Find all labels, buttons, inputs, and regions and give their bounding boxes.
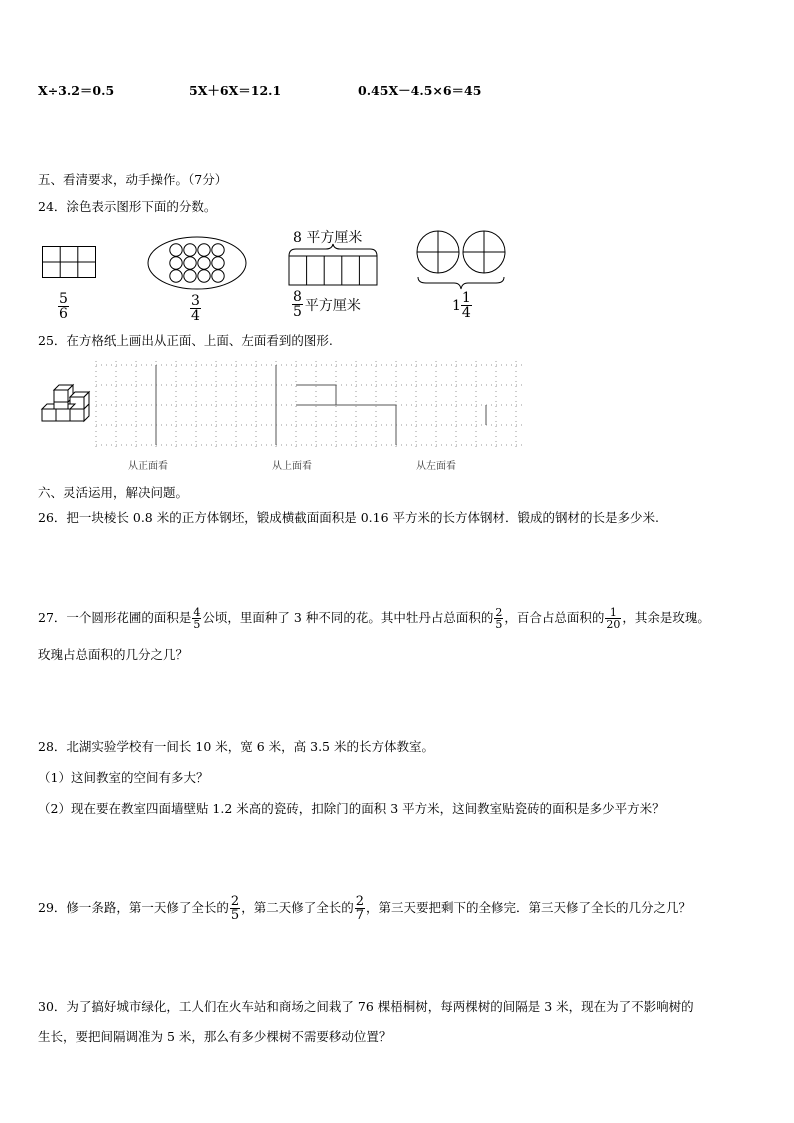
cube-stack-figure: [40, 380, 92, 424]
mixed-number-1-1-4: 1 $\frac{1}{4}$: [452, 290, 471, 321]
rectangle-grid-figure: [42, 246, 96, 278]
equation-2: 5X＋6X＝12.1: [189, 83, 282, 98]
view-label-left: 从左面看: [416, 461, 456, 472]
brace-rectangle-figure: [288, 244, 378, 286]
view-label-top: 从上面看: [272, 461, 312, 472]
question-26: 26．把一块棱长 0.8 米的正方体钢坯，锻成横截面面积是 0.16 平方米的长方体钢材．锻成的钢材的长是多少米.: [38, 510, 659, 525]
ellipse-circles-figure: [147, 236, 247, 290]
question-28-part-1: （1）这间教室的空间有多大？: [38, 770, 209, 785]
section-5-title: 五、看清要求，动手操作。（7分）: [38, 172, 228, 187]
fraction-3-4: $\frac{3}{4}$: [191, 293, 200, 324]
question-24: 24．涂色表示图形下面的分数。: [38, 199, 217, 214]
section-6-title: 六、灵活运用，解决问题。: [38, 485, 189, 500]
grid-paper: [90, 355, 530, 455]
fraction-8-5: $\frac{8}{5}$: [293, 289, 302, 320]
two-circles-brace-figure: [416, 230, 508, 292]
question-27-line-2: 玫瑰占总面积的几分之几？: [38, 647, 189, 662]
question-28: 28．北湖实验学校有一间长 10 米，宽 6 米，高 3.5 米的长方体教室。: [38, 739, 434, 754]
equation-3: 0.45X－4.5×6＝45: [358, 83, 482, 98]
area-unit-label: 平方厘米: [304, 297, 361, 314]
equation-1: X÷3.2＝0.5: [38, 83, 115, 98]
question-30-line-2: 生长，要把间隔调准为 5 米，那么有多少棵树不需要移动位置？: [38, 1029, 392, 1044]
question-25: 25．在方格纸上画出从正面、上面、左面看到的图形.: [38, 333, 333, 348]
view-label-front: 从正面看: [128, 461, 168, 472]
area-label-8: 8 平方厘米: [293, 230, 363, 246]
fraction-5-6: $\frac{5}{6}$: [59, 291, 68, 322]
question-27: 27．一个圆形花圃的面积是 $\frac{4}{5}$ 公顷，里面种了 3 种不同的花。其中牡丹占总面积的 $\frac{2}{5}$ ，百合占总面积的 $\frac{1}{20}$ ，其余是玫瑰。: [38, 605, 710, 631]
question-28-part-2: （2）现在要在教室四面墙壁贴 1.2 米高的瓷砖，扣除门的面积 3 平方米，这间教室贴瓷砖的面积是多少平方米？: [38, 801, 665, 816]
question-29: 29．修一条路，第一天修了全长的 $\frac{2}{5}$ ，第二天修了全长的 $\frac{2}{7}$ ，第三天要把剩下的全修完．第三天修了全长的几分之几？: [38, 893, 692, 923]
question-30: 30．为了搞好城市绿化，工人们在火车站和商场之间栽了 76 棵梧桐树，每两棵树的间隔是 3 米，现在为了不影响树的: [38, 999, 694, 1014]
